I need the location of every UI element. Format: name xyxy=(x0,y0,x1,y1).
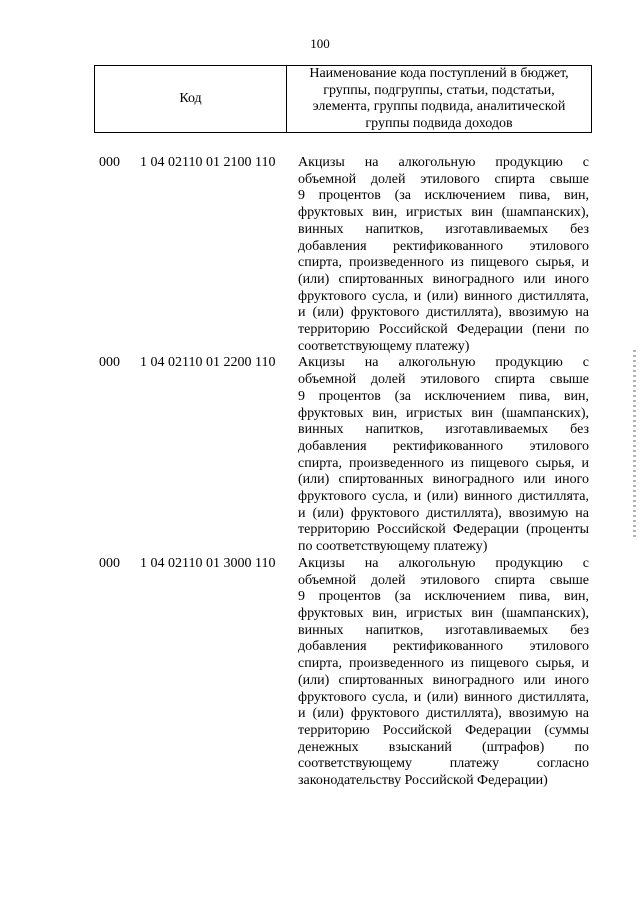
description-line: спирта, произведенного из пищевого сырья, и xyxy=(298,455,589,471)
revenue-code: 1 04 02110 01 3000 110 xyxy=(140,555,276,571)
description-line: фруктового сусла, и (или) винного дистиллята, xyxy=(298,288,589,304)
revenue-code: 1 04 02110 01 2100 110 xyxy=(140,155,276,170)
description-line: фруктовых вин, игристых вин (шампанских), xyxy=(298,405,589,421)
description-line: винных напитков, изготавливаемых без xyxy=(298,622,589,638)
page-number: 100 xyxy=(310,36,330,51)
description-line: территорию Российской Федерации (суммы xyxy=(298,722,589,738)
header-name-line: элемента, группы подвида, аналитической xyxy=(312,99,566,114)
description-line: 9 процентов (за исключением пива, вин, xyxy=(298,388,589,404)
description-line: (или) спиртованных виноградного или иного xyxy=(298,472,589,488)
table-header xyxy=(94,65,592,133)
description-line: (или) спиртованных виноградного или иного xyxy=(298,672,589,688)
description-line: соответствующему платежу) xyxy=(298,338,470,354)
admin-code: 000 xyxy=(99,555,120,571)
scan-edge-marks xyxy=(633,350,636,540)
revenue-code: 1 04 02110 01 2200 110 xyxy=(140,355,276,371)
description-line: объемной долей этилового спирта свыше xyxy=(298,171,589,187)
description-line: фруктового сусла, и (или) винного дистиллята, xyxy=(298,689,589,705)
header-name-cell xyxy=(287,66,592,133)
admin-code: 000 xyxy=(99,155,120,170)
admin-code: 000 xyxy=(99,355,120,371)
description-line: законодательству Российской Федерации) xyxy=(298,773,548,789)
table-row xyxy=(0,355,640,555)
revenue-code-list xyxy=(0,150,640,790)
table-row xyxy=(0,155,640,355)
description-line: фруктовых вин, игристых вин (шампанских), xyxy=(298,205,589,221)
description-line: объемной долей этилового спирта свыше xyxy=(298,372,589,388)
description-line: фруктовых вин, игристых вин (шампанских), xyxy=(298,605,589,621)
description-line: добавления ректификованного этилового xyxy=(298,238,589,254)
description-line: 9 процентов (за исключением пива, вин, xyxy=(298,589,589,605)
description-line: спирта, произведенного из пищевого сырья, и xyxy=(298,656,589,672)
description-line: денежных взысканий (штрафов) по xyxy=(298,739,589,755)
description-line: (или) спиртованных виноградного или иного xyxy=(298,271,589,287)
description-line: фруктового сусла, и (или) винного дистиллята, xyxy=(298,489,589,505)
description-line: и (или) фруктового дистиллята), ввозимую на xyxy=(298,706,589,722)
header-name-line: Наименование кода поступлений в бюджет, xyxy=(309,66,569,81)
description-line: объемной долей этилового спирта свыше xyxy=(298,572,589,588)
description-line: Акцизы на алкогольную продукцию с xyxy=(298,155,589,170)
description-line: добавления ректификованного этилового xyxy=(298,438,589,454)
header-code-cell: Код xyxy=(95,66,287,133)
description-line: винных напитков, изготавливаемых без xyxy=(298,221,589,237)
description-line: Акцизы на алкогольную продукцию с xyxy=(298,355,589,371)
description-line: территорию Российской Федерации (пени по xyxy=(298,322,589,338)
description-line: винных напитков, изготавливаемых без xyxy=(298,422,589,438)
header-name-line: группы подвида доходов xyxy=(365,115,513,131)
description-line: соответствующему платежу согласно xyxy=(298,756,589,772)
description-line: 9 процентов (за исключением пива, вин, xyxy=(298,188,589,204)
description-line: территорию Российской Федерации (проценты xyxy=(298,522,589,538)
header-name-line: группы, подгруппы, статьи, подстатьи, xyxy=(323,82,555,98)
revenue-description xyxy=(298,155,589,355)
revenue-description xyxy=(298,556,589,790)
description-line: Акцизы на алкогольную продукцию с xyxy=(298,555,589,571)
description-line: спирта, произведенного из пищевого сырья, и xyxy=(298,255,589,271)
description-line: и (или) фруктового дистиллята), ввозимую на xyxy=(298,305,589,321)
description-line: по соответствующему платежу) xyxy=(298,539,488,555)
revenue-description xyxy=(298,355,589,555)
table-row xyxy=(0,556,640,790)
description-line: и (или) фруктового дистиллята), ввозимую на xyxy=(298,505,589,521)
description-line: добавления ректификованного этилового xyxy=(298,639,589,655)
